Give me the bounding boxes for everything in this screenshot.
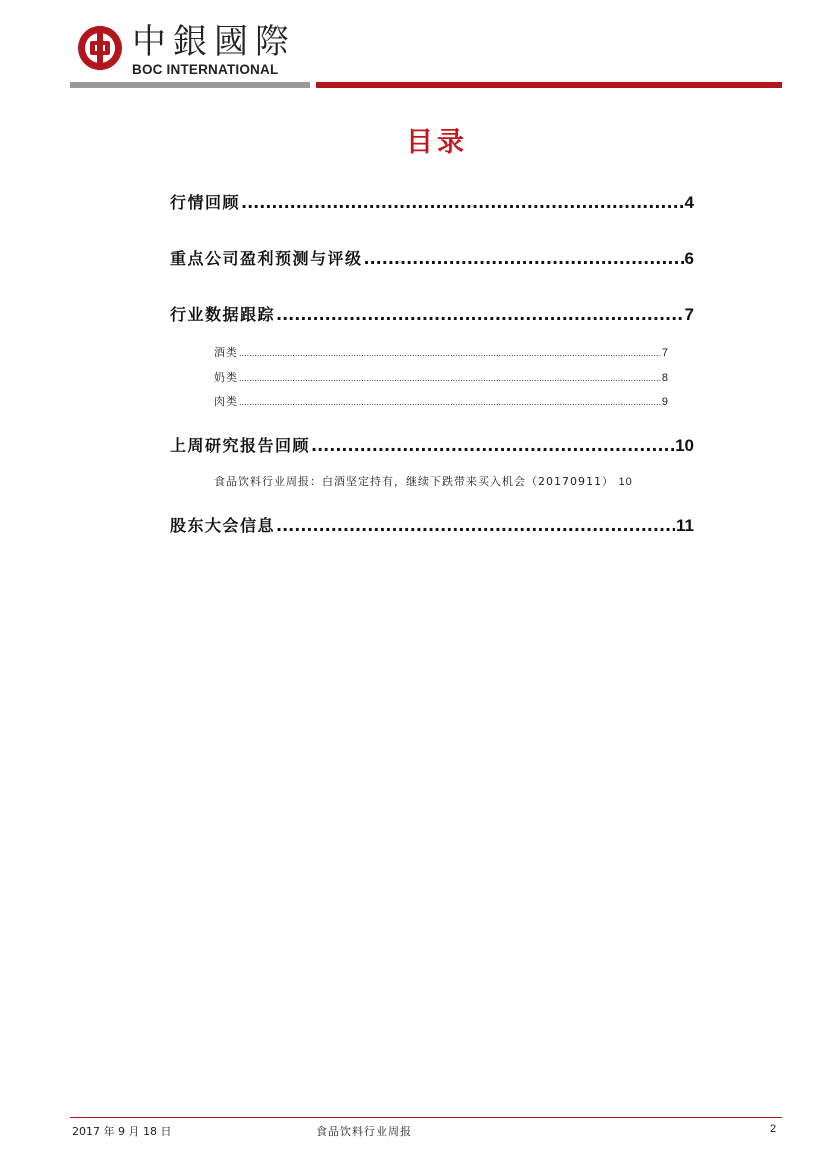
toc-entry-page: 10	[675, 436, 694, 455]
toc-entry-page: 7	[684, 305, 694, 324]
logo-english-name: BOC INTERNATIONAL	[132, 62, 279, 77]
page-header	[70, 22, 782, 90]
toc-leader-dots	[239, 349, 661, 358]
footer-page-number: 2	[770, 1123, 777, 1135]
toc-entry-label: 肉类	[214, 395, 238, 408]
toc-leader-dots	[239, 374, 661, 383]
toc-entry-page: 11	[676, 516, 694, 535]
toc-entry-page: 4	[684, 193, 694, 212]
toc-leader-dots	[276, 516, 675, 535]
toc-entry-label: 上周研究报告回顾	[170, 436, 311, 455]
toc-entry-weekly-review[interactable]	[170, 433, 694, 456]
toc-entry-dairy[interactable]	[214, 369, 668, 385]
toc-entry-label: 食品饮料行业周报：白酒坚定持有，继续下跌带来买入机会（20170911）	[214, 475, 614, 488]
toc-entry-label: 股东大会信息	[170, 516, 276, 535]
header-rule-grey	[70, 82, 310, 88]
toc-title: 目录	[406, 127, 468, 158]
toc-entry-market-review[interactable]	[170, 190, 694, 213]
toc-entry-meat[interactable]	[214, 393, 668, 409]
boc-logo-icon	[76, 24, 124, 72]
toc-entry-industry-data[interactable]	[170, 302, 694, 325]
toc-entry-label: 行业数据跟踪	[170, 305, 276, 324]
footer-date: 2017 年 9 月 18 日	[72, 1125, 172, 1138]
toc-entry-label: 行情回顾	[170, 193, 241, 212]
toc-leader-dots	[241, 193, 684, 212]
toc-entry-label: 重点公司盈利预测与评级	[170, 249, 363, 268]
footer-rule	[70, 1117, 782, 1118]
toc-entry-liquor[interactable]	[214, 344, 668, 360]
toc-entry-page: 9	[661, 396, 668, 408]
toc-entry-shareholder-meetings[interactable]	[170, 513, 694, 536]
footer-report-title: 食品饮料行业周报	[316, 1125, 412, 1138]
toc-leader-dots	[276, 305, 684, 324]
toc-entry-page: 8	[661, 372, 668, 384]
toc-entry-label: 奶类	[214, 371, 238, 384]
header-rule-red	[316, 82, 782, 88]
logo-chinese-name: 中銀國際	[132, 22, 296, 62]
toc-leader-dots	[364, 249, 684, 268]
toc-entry-earnings-forecast[interactable]	[170, 246, 694, 269]
toc-entry-page: 6	[684, 249, 694, 268]
toc-leader-dots	[239, 398, 661, 407]
toc-leader-dots	[311, 436, 674, 455]
toc-entry-weekly-report[interactable]	[214, 473, 633, 489]
toc-entry-page: 7	[661, 347, 668, 359]
toc-entry-page: 10	[618, 476, 633, 488]
toc-entry-label: 酒类	[214, 346, 238, 359]
